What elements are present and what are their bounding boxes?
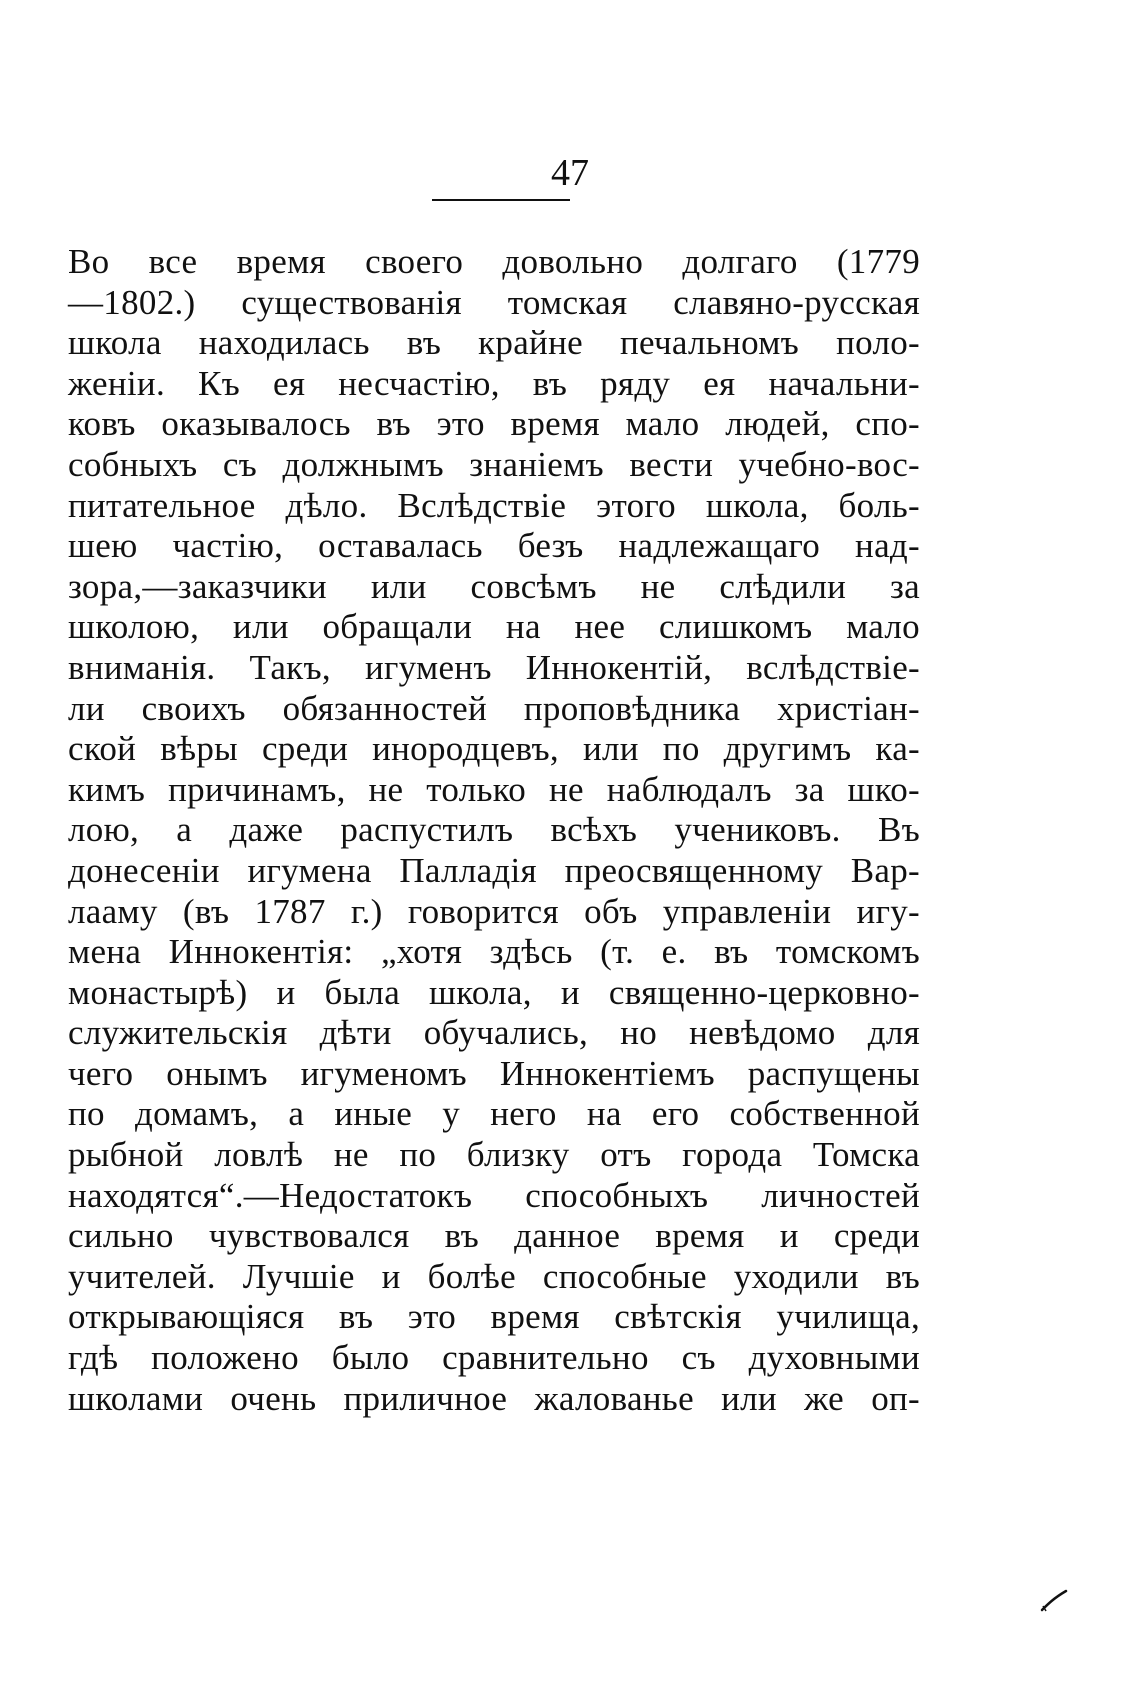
page-number: 47 [551,152,589,194]
ink-mark-icon [1040,1588,1068,1612]
text-line: ковъ оказывалось въ это время мало людей, спо- [68,404,920,444]
text-line: школа находилась въ крайне печальномъ поло- [68,323,920,363]
text-line: по домамъ, а иные у него на его собственной [68,1094,920,1134]
text-line: рыбной ловлѣ не по близку отъ города Томска [68,1135,920,1175]
text-line: ской вѣры среди инородцевъ, или по другимъ ка- [68,729,920,769]
text-line: лааму (въ 1787 г.) говорится объ управленіи игу- [68,891,920,931]
text-line: шею частію, оставалась безъ надлежащаго над- [68,526,920,566]
text-line: монастырѣ) и была школа, и священно-церковно- [68,972,920,1012]
text-line: школами очень приличное жалованье или же оп- [68,1378,920,1418]
text-line: школою, или обращали на нее слишкомъ мало [68,607,920,647]
text-line: собныхъ съ должнымъ знаніемъ вести учебно-вос- [68,444,920,484]
text-line: кимъ причинамъ, не только не наблюдалъ за шко- [68,769,920,809]
page-number-rule [432,199,570,201]
text-line: чего онымъ игуменомъ Иннокентіемъ распущены [68,1053,920,1093]
text-line: Во все время своего довольно долгаго (1779 [68,242,920,281]
body-text [68,242,920,1419]
text-line: гдѣ положено было сравнительно съ духовными [68,1338,920,1378]
text-line: ли своихъ обязанностей проповѣдника христіан- [68,688,920,728]
text-line: питательное дѣло. Вслѣдствіе этого школа, боль- [68,485,920,525]
text-line: донесеніи игумена Палладія преосвященному Вар- [68,850,920,890]
text-line: вниманія. Такъ, игуменъ Иннокентій, вслѣдствіе- [68,647,920,687]
text-line: зора,—заказчики или совсѣмъ не слѣдили за [68,566,920,606]
text-line: —1802.) существованія томская славяно-русская [68,282,920,322]
text-line: служительскія дѣти обучались, но невѣдомо для [68,1013,920,1053]
text-line: находятся“.—Недостатокъ способныхъ личностей [68,1175,920,1215]
text-line: сильно чувствовался въ данное время и среди [68,1216,920,1256]
text-line: мена Иннокентія: „хотя здѣсь (т. е. въ томскомъ [68,932,920,972]
text-line: учителей. Лучшіе и болѣе способные уходили въ [68,1256,920,1296]
text-line: лою, а даже распустилъ всѣхъ учениковъ. Въ [68,810,920,850]
text-line: открывающіяся въ это время свѣтскія училища, [68,1297,920,1337]
text-line: женіи. Къ ея несчастію, въ ряду ея начальни- [68,363,920,403]
